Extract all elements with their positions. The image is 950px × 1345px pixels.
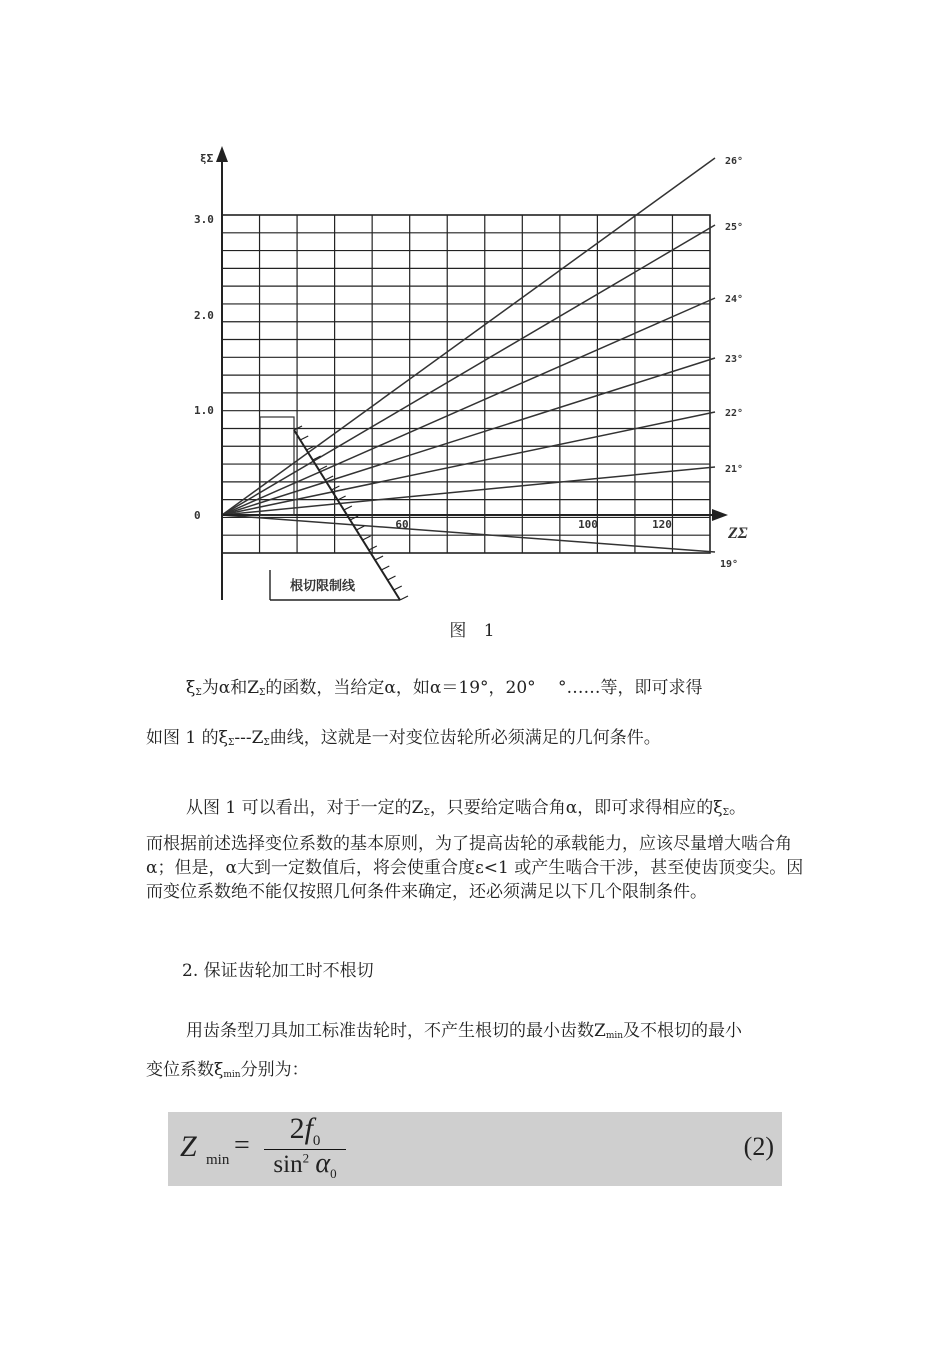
chart-grid: [222, 215, 710, 553]
formula-equals: =: [234, 1130, 250, 1161]
section-heading: 2. 保证齿轮加工时不根切: [182, 961, 374, 981]
text: ξ: [186, 678, 196, 698]
hatch-mark: [375, 556, 383, 560]
text: 如图 1 的ξ: [146, 728, 228, 748]
hatch-mark: [331, 486, 339, 490]
series-line-24°: [222, 298, 715, 515]
subscript: Σ: [259, 688, 266, 698]
subscript: Σ: [228, 738, 235, 748]
paragraph-2: [146, 726, 810, 755]
paragraph-6: [146, 1058, 810, 1087]
x-tick-label: 60: [395, 518, 409, 531]
figure-caption: 图 1: [449, 621, 501, 641]
grid-border: [222, 215, 710, 553]
subscript: Σ: [722, 808, 730, 818]
subscript: Σ: [195, 688, 202, 698]
series-label: 23°: [725, 354, 744, 365]
den-fn: sin: [273, 1151, 303, 1178]
den-var: α: [315, 1148, 331, 1179]
text: 。: [729, 798, 747, 818]
series-line-19°: [222, 515, 715, 552]
hatch-mark: [381, 566, 389, 570]
text: 曲线，这就是一对变位齿轮所必须满足的几何条件。: [269, 728, 661, 748]
hatch-mark: [344, 506, 352, 510]
x-tick-label: 120: [652, 518, 672, 531]
num-sub: 0: [312, 1133, 321, 1149]
text: 分别为：: [240, 1060, 309, 1080]
formula-lhs-sub: min: [206, 1152, 230, 1168]
paragraph-4: 而根据前述选择变位系数的基本原则，为了提高齿轮的承载能力，应该尽量增大啮合角α；但是，α大到一定数值后，将会使重合度ε<1 或产生啮合干涉，甚至使齿顶变尖。因而变位系数绝不能仅按照几何条件来确定，还必须满足以下几个限制条件。: [146, 834, 804, 902]
series-label: 24°: [725, 294, 744, 305]
y-tick-label: 3.0: [194, 213, 214, 226]
formula-2: [168, 1112, 782, 1186]
text: 为α和Z: [201, 678, 260, 698]
series-label: 26°: [725, 156, 744, 167]
x-axis-label: ZΣ: [728, 525, 748, 542]
text: 用齿条型刀具加工标准齿轮时，不产生根切的最小齿数Z: [186, 1021, 606, 1041]
undercut-limit-label: 根切限制线: [290, 579, 356, 594]
hatch-mark: [300, 436, 308, 440]
hatch-mark: [369, 546, 377, 550]
series-label: 22°: [725, 408, 744, 419]
paragraph-1: [146, 676, 810, 705]
paragraph-3: [146, 796, 810, 825]
x-tick-label: 100: [578, 518, 598, 531]
equation-number: (2): [743, 1132, 774, 1161]
y-axis-arrow: [216, 146, 228, 162]
y-tick-label: 2.0: [194, 309, 214, 322]
hatch-mark: [400, 596, 408, 600]
hatch-mark: [356, 526, 364, 530]
series-label: 21°: [725, 464, 744, 475]
subscript: min: [223, 1070, 241, 1080]
series-label: 25°: [725, 222, 744, 233]
y-tick-label: 0: [194, 509, 201, 522]
num-var: f: [304, 1112, 313, 1145]
y-tick-label: 1.0: [194, 404, 214, 417]
formula-denominator: [264, 1148, 346, 1182]
hatch-mark: [394, 586, 402, 590]
subscript: Σ: [423, 808, 430, 818]
hatch-mark: [388, 576, 396, 580]
x-axis-arrow: [712, 509, 728, 521]
formula-lhs: Z: [180, 1130, 197, 1163]
text: 的函数，当给定α，如α＝19°，20° °……等，即可求得: [265, 678, 703, 698]
text: 从图 1 可以看出，对于一定的Z: [186, 798, 424, 818]
text: ，只要给定啮合角α，即可求得相应的ξ: [429, 798, 723, 818]
chart-series-group: [222, 158, 715, 552]
text: ---Z: [234, 728, 264, 748]
y-axis-label: ξΣ: [200, 152, 214, 165]
series-label: 19°: [720, 559, 739, 570]
formula-numerator: [264, 1112, 346, 1150]
hatch-mark: [363, 536, 371, 540]
series-line-26°: [222, 158, 715, 515]
text: 变位系数ξ: [146, 1060, 224, 1080]
paragraph-5: [146, 1019, 810, 1048]
gear-chart-figure: [180, 140, 800, 610]
num-coef: 2: [289, 1112, 305, 1145]
den-sub: 0: [330, 1166, 337, 1181]
text: 及不根切的最小: [623, 1021, 743, 1041]
subscript: min: [605, 1031, 624, 1041]
subscript: Σ: [263, 738, 270, 748]
den-exp: 2: [302, 1150, 310, 1166]
chart-axes: [216, 146, 728, 600]
